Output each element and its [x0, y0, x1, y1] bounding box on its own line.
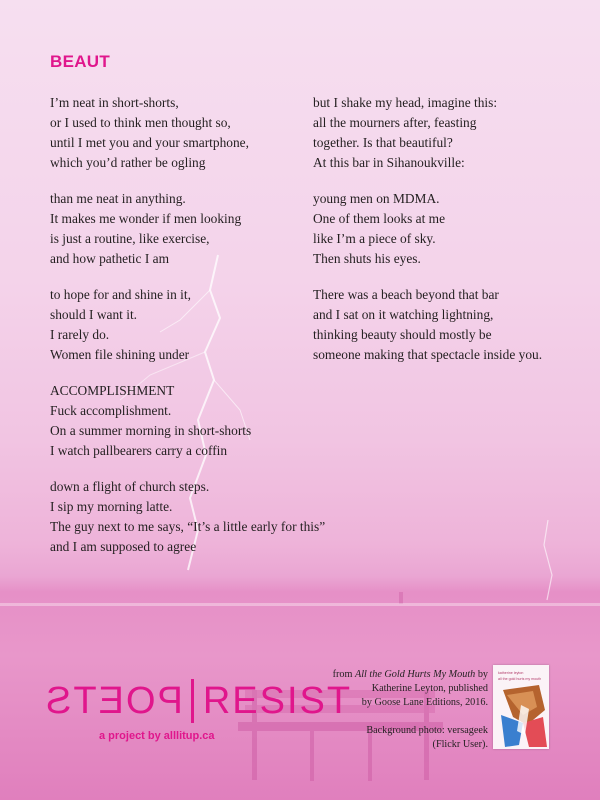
poem-line: together. Is that beautiful? [313, 135, 453, 150]
poem-line: which you’d rather be ogling [50, 155, 206, 170]
poem-line: until I met you and your smartphone, [50, 135, 249, 150]
stanza [50, 93, 350, 173]
book-title: All the Gold Hurts My Mouth [355, 669, 476, 680]
source-credit [258, 668, 488, 752]
stanza [50, 189, 350, 269]
poem-line: At this bar in Sihanoukville: [313, 155, 465, 170]
poem-line: I’m neat in short-shorts, [50, 95, 179, 110]
poem-line: One of them looks at me [313, 211, 446, 226]
poem-line: than me neat in anything. [50, 191, 186, 206]
stanza [50, 285, 350, 365]
poem-line: and I sat on it watching lightning, [313, 307, 494, 322]
poem-line: or I used to think men thought so, [50, 115, 231, 130]
poem-line: like I’m a piece of sky. [313, 231, 436, 246]
stanza [50, 477, 350, 557]
cover-author: katherine leyton [498, 671, 524, 675]
poem-line: down a flight of church steps. [50, 479, 210, 494]
stanza [313, 189, 583, 269]
poem-line: and I am supposed to agree [50, 539, 197, 554]
poem-left-column [50, 93, 350, 573]
mdma-word: MDMA. [392, 191, 440, 206]
poem-line: Fuck accomplishment. [50, 403, 172, 418]
poem-line: and how pathetic I am [50, 251, 169, 266]
poem-title: BEAUT [50, 52, 111, 71]
poem-line: Women file shining under [50, 347, 190, 362]
poem-line [313, 189, 583, 209]
poem-line: someone making that spectacle inside you. [313, 347, 543, 362]
stanza [313, 93, 583, 173]
stanza [50, 381, 350, 461]
poem-line: The guy next to me says, “It’s a little early for this” [50, 519, 326, 534]
poem-line: thinking beauty should mostly be [313, 327, 492, 342]
poem-right-column [313, 93, 583, 381]
credit-line: Katherine Leyton, published [371, 683, 488, 694]
credit-by: by [477, 669, 488, 680]
photo-credit-line: Background photo: versageek [366, 725, 488, 736]
poem-line: ACCOMPLISHMENT [50, 383, 175, 398]
poem-line: On a summer morning in short-shorts [50, 423, 252, 438]
poem-line: It makes me wonder if men looking [50, 211, 242, 226]
poem-line: is just a routine, like exercise, [50, 231, 210, 246]
poem-line: I watch pallbearers carry a coffin [50, 443, 228, 458]
credit-from: from [332, 669, 353, 680]
credit-line: by Goose Lane Editions, 2016. [361, 697, 488, 708]
logo-divider [191, 679, 194, 723]
poem-line: but I shake my head, imagine this: [313, 95, 498, 110]
cover-title: all the gold hurts my mouth [498, 677, 542, 681]
poem-line: all the mourners after, feasting [313, 115, 477, 130]
poem-line: I rarely do. [50, 327, 110, 342]
poem-line: to hope for and shine in it, [50, 287, 191, 302]
logo-resist: RESIST [202, 679, 353, 722]
poem-line: should I want it. [50, 307, 138, 322]
stanza [313, 285, 583, 365]
logo-poets-mirrored: POETS [44, 679, 183, 722]
poem-line: Then shuts his eyes. [313, 251, 421, 266]
credit-line [258, 668, 488, 682]
poem-line: There was a beach beyond that bar [313, 287, 499, 302]
book-cover-image [493, 665, 549, 749]
project-tagline: a project by alllitup.ca [99, 730, 215, 742]
poem-line: I sip my morning latte. [50, 499, 173, 514]
poem-line-text: young men on [313, 191, 390, 206]
photo-credit-line: (Flickr User). [432, 739, 488, 750]
book-cover-art [493, 665, 549, 749]
